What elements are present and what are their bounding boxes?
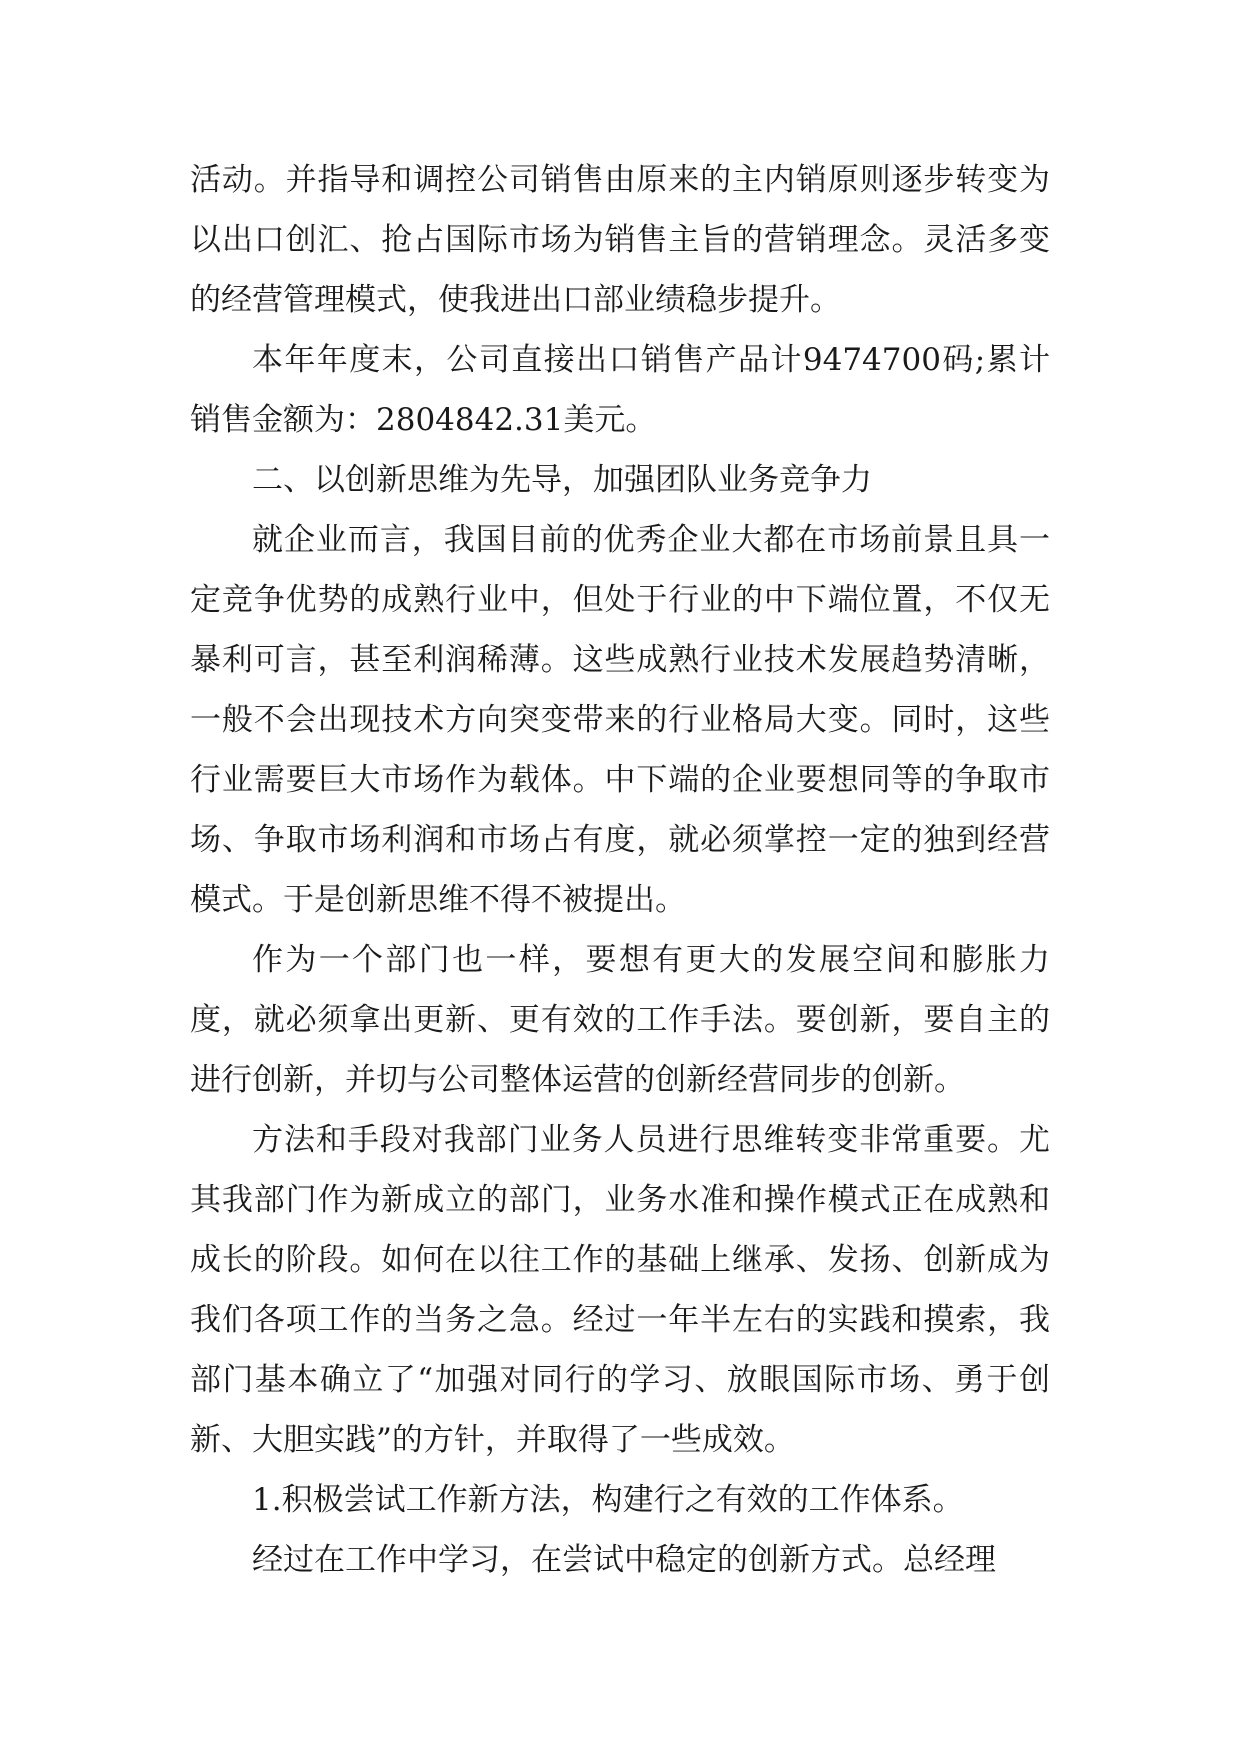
paragraph-1: 活动。并指导和调控公司销售由原来的主内销原则逐步转变为以出口创汇、抢占国际市场为销售主旨的营销理念。灵活多变的经营管理模式，使我进出口部业绩稳步提升。 bbox=[190, 162, 1050, 318]
paragraph-4: 作为一个部门也一样，要想有更大的发展空间和膨胀力度，就必须拿出更新、更有效的工作手法。要创新，要自主的进行创新，并切与公司整体运营的创新经营同步的创新。 bbox=[190, 942, 1050, 1098]
paragraph-5: 方法和手段对我部门业务人员进行思维转变非常重要。尤其我部门作为新成立的部门，业务水准和操作模式正在成熟和成长的阶段。如何在以往工作的基础上继承、发扬、创新成为我们各项工作的当务之急。经过一年半左右的实践和摸索，我部门基本确立了“加强对同行的学习、放眼国际市场、勇于创新、大胆实践”的方针，并取得了一些成效。 bbox=[190, 1122, 1050, 1458]
document-page bbox=[190, 150, 1050, 1590]
paragraph-6: 经过在工作中学习，在尝试中稳定的创新方式。总经理 bbox=[252, 1542, 996, 1578]
subsection-heading: 1.积极尝试工作新方法，构建行之有效的工作体系。 bbox=[252, 1482, 964, 1518]
section-heading: 二、以创新思维为先导，加强团队业务竞争力 bbox=[252, 462, 872, 498]
paragraph-3: 就企业而言，我国目前的优秀企业大都在市场前景且具一定竞争优势的成熟行业中，但处于行业的中下端位置，不仅无暴利可言，甚至利润稀薄。这些成熟行业技术发展趋势清晰，一般不会出现技术方向突变带来的行业格局大变。同时，这些行业需要巨大市场作为载体。中下端的企业要想同等的争取市场、争取市场利润和市场占有度，就必须掌控一定的独到经营模式。于是创新思维不得不被提出。 bbox=[190, 522, 1050, 918]
paragraph-2: 本年年度末，公司直接出口销售产品计9474700码;累计销售金额为：2804842.31美元。 bbox=[190, 342, 1050, 438]
